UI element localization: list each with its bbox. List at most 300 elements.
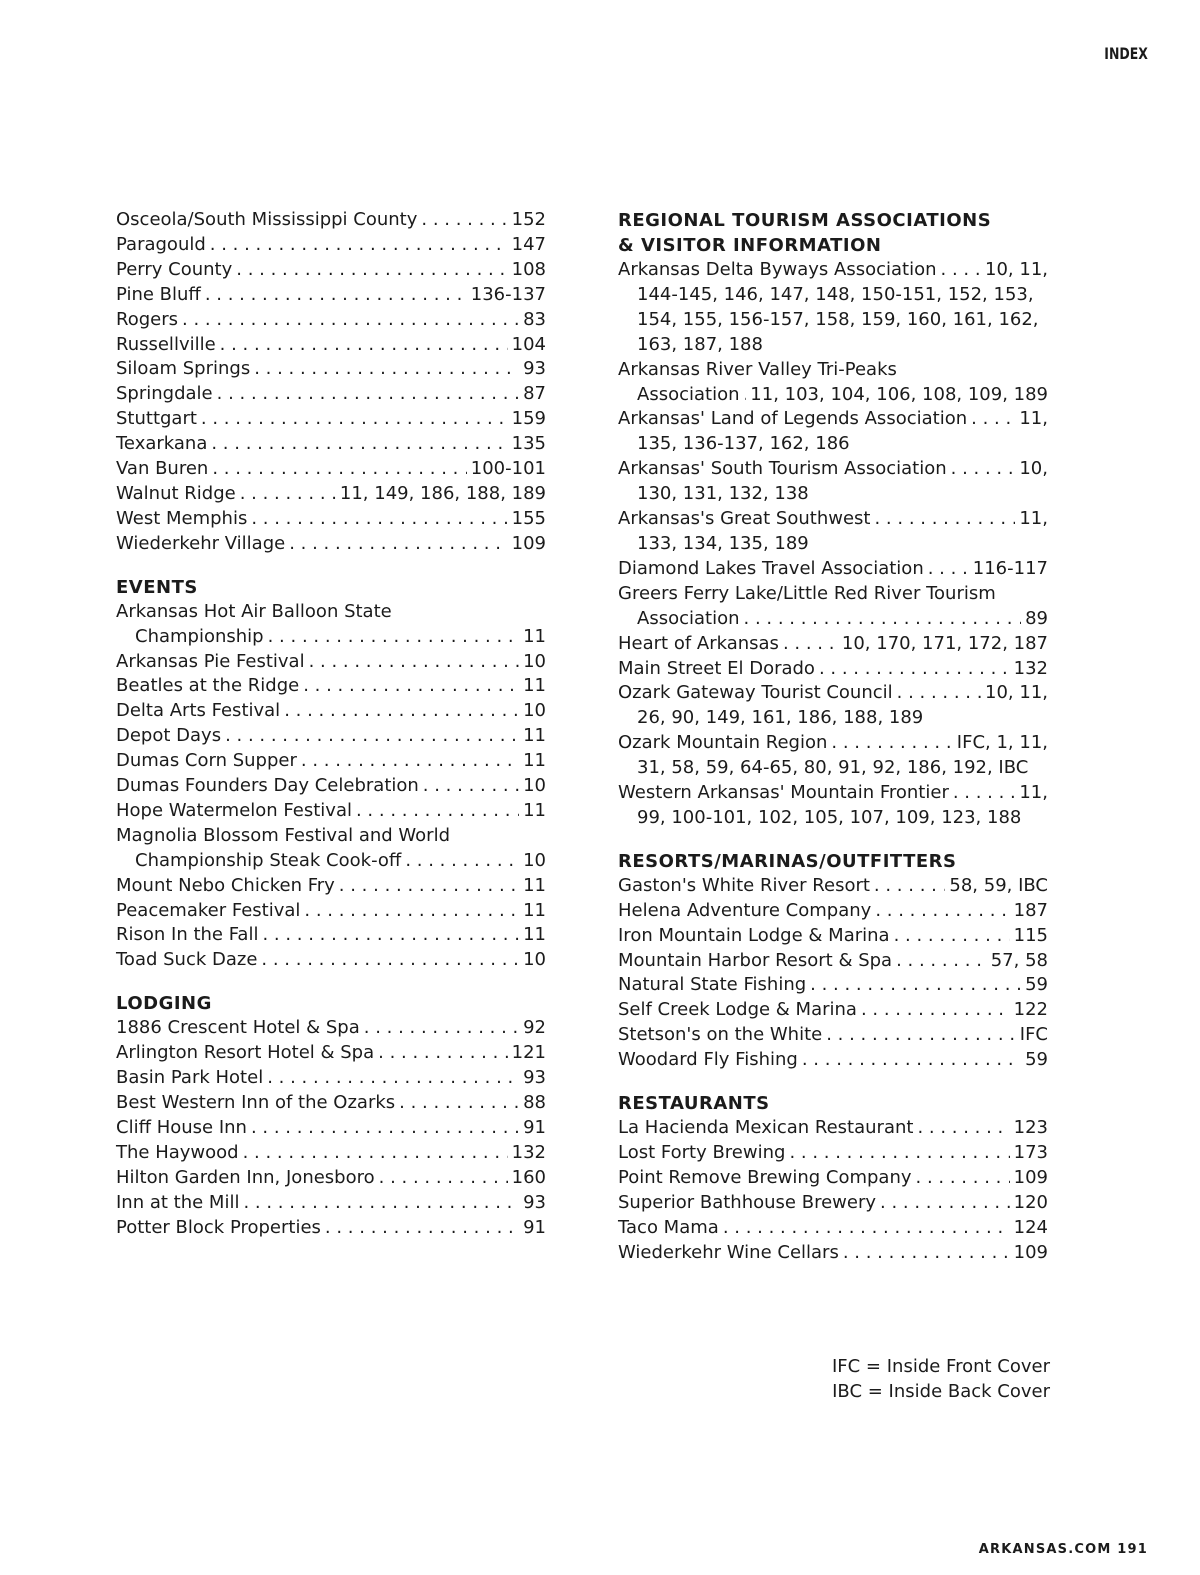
entry-pages: 88 bbox=[523, 1092, 546, 1113]
index-entry bbox=[116, 749, 546, 774]
dot-leader bbox=[789, 1141, 1009, 1166]
legend-ifc: IFC = Inside Front Cover bbox=[831, 1356, 1050, 1377]
entry-line bbox=[618, 1048, 1048, 1073]
dot-leader bbox=[744, 383, 747, 408]
entry-name: Paragould bbox=[116, 233, 206, 255]
entry-line bbox=[618, 1166, 1048, 1191]
entry-line bbox=[618, 874, 1048, 899]
entry-pages: 11 bbox=[523, 750, 546, 772]
dot-leader bbox=[819, 657, 1010, 682]
entry-pages: 159 bbox=[511, 408, 546, 430]
entry-line bbox=[116, 948, 546, 973]
entry-pages: IFC, 1, 11, bbox=[956, 732, 1048, 754]
page-header-label: INDEX bbox=[1104, 44, 1148, 63]
index-entry bbox=[116, 1066, 546, 1091]
dot-leader bbox=[917, 1116, 1009, 1141]
index-entry bbox=[618, 1241, 1048, 1266]
section-title: LODGING bbox=[116, 993, 212, 1015]
entry-line bbox=[618, 1141, 1048, 1166]
entry-pages: 91 bbox=[523, 1216, 546, 1238]
entry-name: Stetson's on the White bbox=[618, 1024, 823, 1046]
entry-line bbox=[116, 507, 546, 532]
entry-pages: 11 bbox=[523, 725, 546, 747]
index-entry bbox=[618, 457, 1048, 507]
dot-leader bbox=[897, 681, 981, 706]
entry-name: Osceola/South Mississippi County bbox=[116, 209, 418, 230]
entry-line bbox=[116, 1091, 546, 1116]
entry-line bbox=[116, 1216, 546, 1241]
entry-pages: 100-101 bbox=[470, 458, 546, 480]
dot-leader bbox=[254, 357, 519, 382]
cover-legend bbox=[832, 1354, 1050, 1404]
entry-line bbox=[618, 973, 1048, 998]
entry-name: Point Remove Brewing Company bbox=[618, 1166, 912, 1188]
entry-pages: 122 bbox=[1013, 999, 1048, 1021]
dot-leader bbox=[810, 973, 1021, 998]
index-section bbox=[618, 208, 1048, 831]
dot-leader bbox=[205, 283, 467, 308]
index-entry bbox=[116, 600, 546, 650]
dot-leader bbox=[896, 949, 987, 974]
entry-line bbox=[618, 1216, 1048, 1241]
entry-pages: 10 bbox=[523, 700, 546, 722]
entry-pages: 11, bbox=[1019, 782, 1048, 804]
index-entry bbox=[116, 1041, 546, 1066]
dot-leader bbox=[826, 1023, 1016, 1048]
entry-pages: 11, 103, 104, 106, 108, 109, 189 bbox=[750, 383, 1048, 405]
dot-leader bbox=[723, 1216, 1010, 1241]
entry-pages: 11, bbox=[1019, 408, 1048, 430]
entry-pages: 93 bbox=[523, 1067, 546, 1089]
dot-leader bbox=[971, 407, 1015, 432]
entry-name: The Haywood bbox=[116, 1141, 239, 1163]
index-entry bbox=[618, 1216, 1048, 1241]
index-entry bbox=[618, 1191, 1048, 1216]
entry-name: Arkansas's Great Southwest bbox=[618, 508, 871, 530]
dot-leader bbox=[325, 1216, 519, 1241]
section-title: REGIONAL TOURISM ASSOCIATIONS bbox=[618, 210, 992, 231]
dot-leader bbox=[843, 1241, 1010, 1266]
dot-leader bbox=[874, 874, 945, 899]
page-footer bbox=[979, 1542, 1148, 1557]
entry-name-continued: Championship Steak Cook-off bbox=[135, 849, 402, 871]
index-section bbox=[116, 575, 546, 974]
entry-line bbox=[116, 1166, 546, 1191]
dot-leader bbox=[236, 258, 507, 283]
entry-name: Self Creek Lodge & Marina bbox=[618, 999, 857, 1021]
entry-line bbox=[116, 283, 546, 308]
entry-name: Potter Block Properties bbox=[116, 1216, 321, 1238]
index-entry bbox=[116, 1141, 546, 1166]
entry-name: Heart of Arkansas bbox=[618, 632, 779, 654]
entry-pages: 124 bbox=[1013, 1216, 1048, 1238]
entry-pages: 109 bbox=[511, 532, 546, 554]
dot-leader bbox=[875, 899, 1009, 924]
dot-leader bbox=[356, 799, 519, 824]
section-title: RESTAURANTS bbox=[618, 1093, 770, 1115]
entry-pages: 83 bbox=[523, 308, 546, 330]
index-entry bbox=[116, 874, 546, 899]
entry-line bbox=[618, 507, 1048, 532]
index-entry bbox=[618, 1023, 1048, 1048]
entry-pages: 10 bbox=[523, 775, 546, 797]
entry-name: Woodard Fly Fishing bbox=[618, 1049, 798, 1071]
dot-leader bbox=[421, 208, 507, 233]
entry-line bbox=[618, 407, 1048, 432]
entry-pages: 147 bbox=[511, 233, 546, 255]
index-entry bbox=[116, 1016, 546, 1041]
entry-line bbox=[116, 432, 546, 457]
index-entry bbox=[618, 731, 1048, 781]
index-entry bbox=[618, 507, 1048, 557]
dot-leader bbox=[217, 382, 519, 407]
entry-pages: 11 bbox=[523, 675, 546, 697]
index-entry bbox=[618, 557, 1048, 582]
entry-pages-continued: 154, 155, 156-157, 158, 159, 160, 161, 162, bbox=[637, 308, 1039, 330]
index-entry bbox=[618, 681, 1048, 731]
index-entry bbox=[618, 874, 1048, 899]
entry-pages: 58, 59, IBC bbox=[949, 874, 1048, 896]
dot-leader bbox=[268, 625, 519, 650]
entry-name: Best Western Inn of the Ozarks bbox=[116, 1092, 396, 1113]
entry-pages-continued: 163, 187, 188 bbox=[637, 333, 763, 355]
dot-leader bbox=[304, 899, 519, 924]
dot-leader bbox=[783, 632, 838, 657]
index-entry bbox=[116, 774, 546, 799]
entry-name: Peacemaker Festival bbox=[116, 899, 301, 921]
entry-line bbox=[116, 1116, 546, 1141]
index-entry bbox=[116, 1116, 546, 1141]
index-entry bbox=[116, 532, 546, 557]
entry-line bbox=[116, 532, 546, 557]
entry-name: Siloam Springs bbox=[116, 358, 251, 380]
entry-name: Walnut Ridge bbox=[116, 482, 236, 504]
entry-name: Magnolia Blossom Festival and World bbox=[116, 824, 451, 846]
entry-line bbox=[116, 1191, 546, 1216]
index-column-left bbox=[116, 208, 546, 1258]
index-entry bbox=[116, 899, 546, 924]
entry-line bbox=[618, 1116, 1048, 1141]
entry-line bbox=[618, 681, 1048, 706]
entry-name: Texarkana bbox=[116, 433, 208, 455]
index-entry bbox=[116, 308, 546, 333]
entry-line bbox=[116, 407, 546, 432]
dot-leader bbox=[211, 432, 507, 457]
index-entry bbox=[618, 949, 1048, 974]
dot-leader bbox=[379, 1166, 508, 1191]
entry-name: Beatles at the Ridge bbox=[116, 675, 300, 697]
entry-name: Lost Forty Brewing bbox=[618, 1142, 786, 1163]
entry-line bbox=[116, 333, 546, 358]
entry-line bbox=[618, 899, 1048, 924]
index-entry bbox=[116, 507, 546, 532]
dot-leader bbox=[744, 607, 1022, 632]
entry-pages: 93 bbox=[523, 1191, 546, 1213]
entry-name: Arkansas Hot Air Balloon State bbox=[116, 600, 392, 622]
entry-pages-continued: 99, 100-101, 102, 105, 107, 109, 123, 188 bbox=[637, 806, 1022, 828]
entry-line bbox=[618, 924, 1048, 949]
entry-line bbox=[116, 457, 546, 482]
entry-name: Russellville bbox=[116, 333, 216, 355]
entry-line bbox=[116, 923, 546, 948]
dot-leader bbox=[220, 333, 508, 358]
index-entry bbox=[618, 632, 1048, 657]
entry-line bbox=[116, 208, 546, 233]
entry-pages-continued: 135, 136-137, 162, 186 bbox=[637, 433, 850, 455]
dot-leader bbox=[399, 1091, 519, 1116]
index-entry bbox=[116, 283, 546, 308]
entry-name: Taco Mama bbox=[618, 1216, 719, 1238]
entry-line bbox=[116, 849, 546, 874]
entry-pages: 10 bbox=[523, 650, 546, 672]
entry-name: Natural State Fishing bbox=[618, 974, 807, 996]
entry-line bbox=[618, 998, 1048, 1023]
entry-line bbox=[618, 1241, 1048, 1266]
entry-line bbox=[116, 1016, 546, 1041]
index-entry bbox=[116, 357, 546, 382]
entry-pages: 132 bbox=[511, 1141, 546, 1163]
entry-pages: 10 bbox=[523, 849, 546, 871]
dot-leader bbox=[309, 650, 520, 675]
entry-pages: 109 bbox=[1013, 1241, 1048, 1263]
dot-leader bbox=[894, 924, 1010, 949]
entry-pages: 152 bbox=[511, 209, 546, 230]
entry-pages-continued: 26, 90, 149, 161, 186, 188, 189 bbox=[637, 707, 924, 729]
index-entry bbox=[116, 799, 546, 824]
dot-leader bbox=[284, 699, 519, 724]
entry-name: Arkansas' Land of Legends Association bbox=[618, 408, 968, 430]
dot-leader bbox=[210, 233, 508, 258]
entry-pages: 11 bbox=[523, 899, 546, 921]
entry-name: Ozark Gateway Tourist Council bbox=[618, 682, 893, 704]
index-entry bbox=[618, 1141, 1048, 1166]
entry-line bbox=[116, 674, 546, 699]
entry-line bbox=[116, 357, 546, 382]
entry-name: Ozark Mountain Region bbox=[618, 732, 828, 754]
dot-leader bbox=[243, 1191, 519, 1216]
dot-leader bbox=[951, 457, 1016, 482]
dot-leader bbox=[289, 532, 507, 557]
dot-leader bbox=[953, 781, 1016, 806]
index-entry bbox=[618, 924, 1048, 949]
index-entry bbox=[116, 674, 546, 699]
index-entry bbox=[116, 699, 546, 724]
entry-line bbox=[618, 358, 1048, 383]
entry-pages: 11 bbox=[523, 799, 546, 821]
entry-line bbox=[116, 600, 546, 625]
entry-line bbox=[618, 383, 1048, 408]
entry-line bbox=[116, 824, 546, 849]
entry-line bbox=[116, 233, 546, 258]
entry-pages: 87 bbox=[523, 383, 546, 405]
index-entry bbox=[618, 1116, 1048, 1141]
entry-line bbox=[618, 781, 1048, 806]
index-entry bbox=[618, 407, 1048, 457]
entry-line bbox=[116, 482, 546, 507]
entry-name: Mount Nebo Chicken Fry bbox=[116, 874, 335, 896]
section-title: EVENTS bbox=[116, 576, 198, 598]
dot-leader bbox=[861, 998, 1010, 1023]
entry-name: Stuttgart bbox=[116, 408, 197, 430]
entry-pages: 108 bbox=[511, 258, 546, 280]
index-entry bbox=[618, 1048, 1048, 1073]
index-entry bbox=[116, 208, 546, 233]
dot-leader bbox=[240, 482, 336, 507]
entry-line bbox=[618, 457, 1048, 482]
dot-leader bbox=[378, 1041, 508, 1066]
entry-name: Arkansas River Valley Tri-Peaks bbox=[618, 358, 897, 380]
entry-line bbox=[116, 749, 546, 774]
footer-site: ARKANSAS.COM bbox=[978, 1542, 1112, 1557]
entry-name: Hope Watermelon Festival bbox=[116, 799, 352, 821]
entry-line bbox=[618, 607, 1048, 632]
index-entry bbox=[116, 650, 546, 675]
dot-leader bbox=[928, 557, 969, 582]
entry-line bbox=[116, 1066, 546, 1091]
entry-pages: 59 bbox=[1025, 1049, 1048, 1071]
dot-leader bbox=[880, 1191, 1010, 1216]
dot-leader bbox=[251, 1116, 519, 1141]
entry-line bbox=[618, 1191, 1048, 1216]
entry-name: Western Arkansas' Mountain Frontier bbox=[618, 782, 949, 804]
entry-pages: 11 bbox=[523, 625, 546, 647]
entry-line bbox=[116, 1041, 546, 1066]
index-section bbox=[618, 849, 1048, 1073]
index-entry bbox=[116, 824, 546, 874]
entry-pages: 11 bbox=[523, 924, 546, 946]
entry-pages: 123 bbox=[1013, 1117, 1048, 1139]
entry-pages: 11 bbox=[523, 874, 546, 896]
dot-leader bbox=[267, 1066, 519, 1091]
entry-name: Depot Days bbox=[116, 725, 222, 747]
dot-leader bbox=[405, 849, 519, 874]
legend-ibc: IBC = Inside Back Cover bbox=[832, 1381, 1050, 1402]
entry-line bbox=[116, 724, 546, 749]
dot-leader bbox=[916, 1166, 1010, 1191]
entry-name: Toad Suck Daze bbox=[116, 949, 258, 971]
index-entry bbox=[116, 1166, 546, 1191]
entry-line bbox=[116, 382, 546, 407]
index-entry bbox=[116, 923, 546, 948]
entry-line bbox=[618, 557, 1048, 582]
dot-leader bbox=[262, 923, 519, 948]
entry-name: Inn at the Mill bbox=[116, 1191, 240, 1213]
entry-name: Wiederkehr Wine Cellars bbox=[618, 1241, 839, 1263]
entry-name: Gaston's White River Resort bbox=[618, 874, 870, 896]
entry-pages: 132 bbox=[1013, 657, 1048, 679]
entry-name: Hilton Garden Inn, Jonesboro bbox=[116, 1166, 375, 1188]
index-entry bbox=[116, 948, 546, 973]
dot-leader bbox=[261, 948, 519, 973]
index-entry bbox=[116, 333, 546, 358]
index-entry bbox=[116, 1216, 546, 1241]
entry-pages: 121 bbox=[511, 1042, 546, 1064]
entry-name-continued: Association bbox=[637, 607, 740, 629]
entry-name: Pine Bluff bbox=[116, 283, 201, 305]
entry-pages-continued: 31, 58, 59, 64-65, 80, 91, 92, 186, 192, IBC bbox=[637, 757, 1029, 779]
index-entry bbox=[116, 724, 546, 749]
entry-name: Van Buren bbox=[116, 458, 209, 480]
entry-name: Wiederkehr Village bbox=[116, 532, 286, 554]
entry-line bbox=[116, 699, 546, 724]
index-entry bbox=[618, 258, 1048, 358]
entry-line bbox=[618, 949, 1048, 974]
dot-leader bbox=[423, 774, 519, 799]
entry-name: Arkansas Delta Byways Association bbox=[618, 259, 937, 280]
entry-pages: 57, 58 bbox=[990, 949, 1048, 971]
entry-name: La Hacienda Mexican Restaurant bbox=[618, 1117, 914, 1139]
entry-line bbox=[116, 650, 546, 675]
entry-name: Greers Ferry Lake/Little Red River Tourism bbox=[618, 582, 996, 604]
entry-pages-continued: 133, 134, 135, 189 bbox=[637, 532, 809, 554]
entry-line bbox=[618, 632, 1048, 657]
entry-pages: 104 bbox=[511, 333, 546, 355]
entry-pages: 59 bbox=[1025, 974, 1048, 996]
entry-pages-continued: 144-145, 146, 147, 148, 150-151, 152, 153, bbox=[637, 283, 1034, 305]
entry-pages: 155 bbox=[511, 507, 546, 529]
dot-leader bbox=[243, 1141, 508, 1166]
entry-line bbox=[618, 731, 1048, 756]
entry-pages: 109 bbox=[1013, 1166, 1048, 1188]
entry-name: Arkansas' South Tourism Association bbox=[618, 458, 947, 480]
dot-leader bbox=[301, 749, 519, 774]
entry-line bbox=[116, 258, 546, 283]
entry-name-continued: Association bbox=[637, 383, 740, 405]
entry-pages: 11, bbox=[1019, 508, 1048, 530]
entry-pages: 89 bbox=[1025, 607, 1048, 629]
entry-pages: 10, bbox=[1019, 458, 1048, 480]
entry-name: Cliff House Inn bbox=[116, 1116, 247, 1138]
section-title: RESORTS/MARINAS/OUTFITTERS bbox=[618, 850, 957, 872]
entry-pages: 10, 170, 171, 172, 187 bbox=[841, 632, 1048, 654]
index-section bbox=[618, 1091, 1048, 1265]
entry-line bbox=[116, 799, 546, 824]
entry-name: Delta Arts Festival bbox=[116, 700, 281, 722]
entry-name: Arlington Resort Hotel & Spa bbox=[116, 1042, 375, 1064]
entry-pages: 11, 149, 186, 188, 189 bbox=[339, 482, 546, 504]
entry-name: Dumas Founders Day Celebration bbox=[116, 775, 419, 797]
dot-leader bbox=[941, 258, 982, 283]
dot-leader bbox=[201, 407, 508, 432]
entry-name: Mountain Harbor Resort & Spa bbox=[618, 949, 893, 971]
entry-line bbox=[116, 1141, 546, 1166]
entry-line bbox=[618, 657, 1048, 682]
entry-line bbox=[116, 899, 546, 924]
index-entry bbox=[618, 1166, 1048, 1191]
entry-pages: 92 bbox=[523, 1017, 546, 1039]
entry-line bbox=[116, 308, 546, 333]
entry-name: West Memphis bbox=[116, 507, 248, 529]
index-entry bbox=[618, 899, 1048, 924]
entry-line bbox=[116, 874, 546, 899]
entry-pages: 116-117 bbox=[972, 557, 1048, 579]
index-entry bbox=[618, 657, 1048, 682]
index-entry bbox=[116, 258, 546, 283]
index-entry bbox=[116, 432, 546, 457]
entry-name: Arkansas Pie Festival bbox=[116, 650, 305, 672]
entry-name: Basin Park Hotel bbox=[116, 1067, 264, 1089]
index-entry bbox=[618, 998, 1048, 1023]
entry-name: Dumas Corn Supper bbox=[116, 750, 297, 772]
index-entry bbox=[116, 1091, 546, 1116]
entry-pages: 136-137 bbox=[470, 283, 546, 305]
entry-pages: 10, 11, bbox=[985, 682, 1048, 704]
index-entry bbox=[618, 781, 1048, 831]
entry-pages: 187 bbox=[1013, 899, 1048, 921]
entry-line bbox=[116, 774, 546, 799]
index-entry bbox=[116, 457, 546, 482]
section-title-line2: & VISITOR INFORMATION bbox=[618, 235, 882, 256]
